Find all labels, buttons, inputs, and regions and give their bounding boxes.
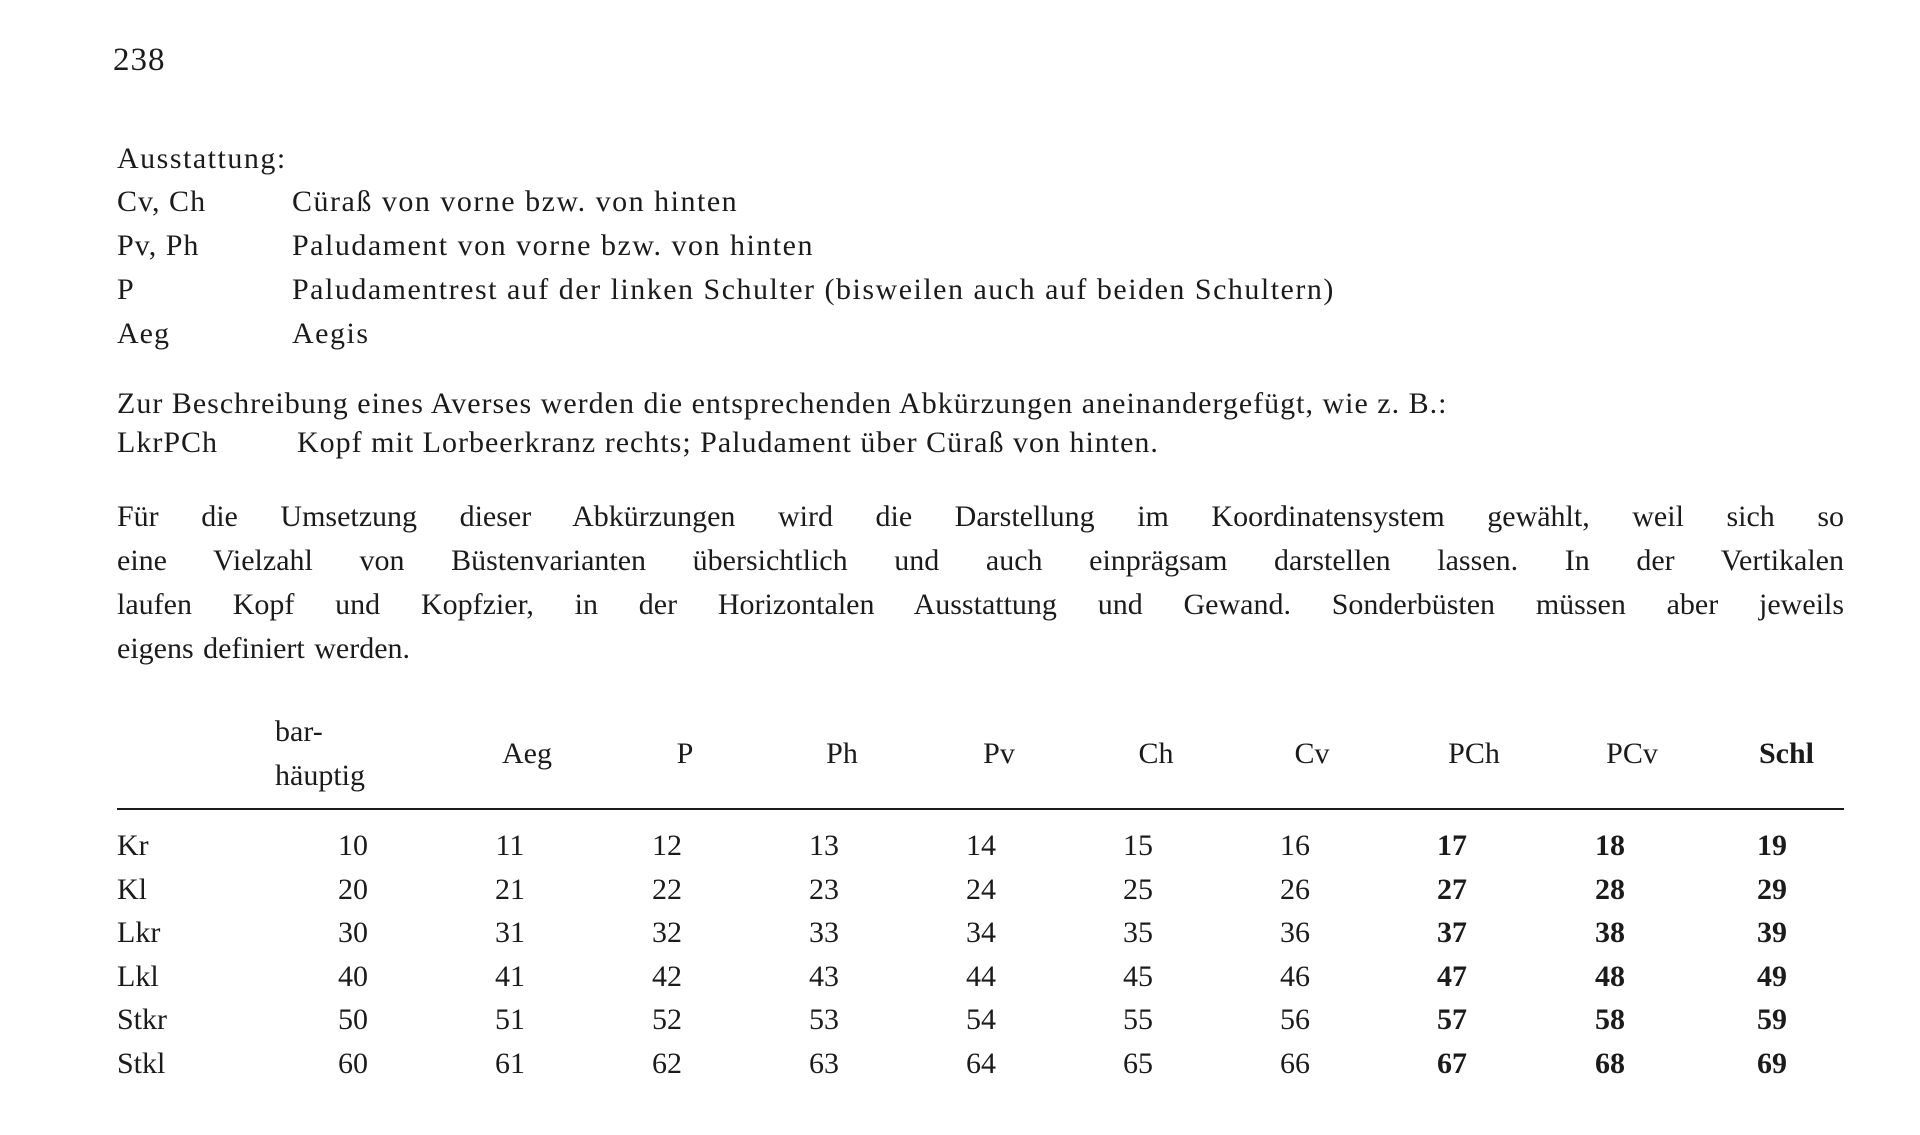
column-header: Cv (1294, 737, 1330, 770)
table-cell: 41 (495, 959, 525, 993)
table-cell: 27 (1437, 872, 1467, 906)
column-header: Pv (983, 737, 1015, 770)
table-header (117, 700, 1844, 810)
table-cell: 63 (809, 1046, 839, 1080)
table-cell: 13 (809, 829, 839, 862)
ausstattung-list (117, 185, 1817, 361)
table-cell: 68 (1595, 1046, 1625, 1080)
abbr-row (117, 273, 1817, 317)
paragraph-line: Für die Umsetzung dieser Abkürzungen wird die Darstellung im Koordinatensystem gewählt, weil sich so (117, 500, 1844, 533)
abbr-key: Cv, Ch (117, 185, 207, 218)
row-label: Stkl (117, 1046, 166, 1080)
column-header: P (676, 737, 694, 770)
abbr-desc: Cüraß von vorne bzw. von hinten (292, 185, 739, 218)
table-cell: 35 (1123, 916, 1153, 950)
table-cell: 51 (495, 1003, 525, 1037)
table-cell: 65 (1123, 1046, 1153, 1080)
table-cell: 30 (338, 916, 368, 950)
abbr-desc: Paludamentrest auf der linken Schulter (bisweilen auch auf beiden Schultern) (292, 273, 1335, 306)
table-cell: 62 (652, 1046, 682, 1080)
table-row (117, 1042, 1844, 1086)
column-header: Aeg (502, 737, 552, 770)
abbr-row (117, 317, 1817, 361)
table-cell: 12 (652, 829, 682, 862)
table-cell: 69 (1757, 1046, 1787, 1080)
paragraph-line: eigens definiert werden. (117, 632, 411, 665)
table-cell: 23 (809, 872, 839, 906)
table-cell: 22 (652, 872, 682, 906)
table-cell: 59 (1757, 1003, 1787, 1037)
table-cell: 38 (1595, 916, 1625, 950)
column-header: Ch (1138, 737, 1174, 770)
table-cell: 56 (1280, 1003, 1310, 1037)
column-header: Ph (826, 737, 858, 770)
table-cell: 24 (966, 872, 996, 906)
example-desc: Kopf mit Lorbeerkranz rechts; Paludament über Cüraß von hinten. (297, 426, 1159, 459)
table-cell: 11 (495, 829, 525, 862)
table-cell: 39 (1757, 916, 1787, 950)
table-row (117, 911, 1844, 955)
table-cell: 57 (1437, 1003, 1467, 1037)
abbr-desc: Paludament von vorne bzw. von hinten (292, 229, 814, 262)
row-label: Lkr (117, 916, 161, 950)
row-label: Kr (117, 829, 149, 862)
table-cell: 40 (338, 959, 368, 993)
table-row (117, 955, 1844, 999)
table-cell: 49 (1757, 959, 1787, 993)
column-header: Schl (1758, 737, 1815, 770)
table-cell: 34 (966, 916, 996, 950)
table-cell: 16 (1280, 829, 1310, 862)
table-cell: 25 (1123, 872, 1153, 906)
column-header: PCh (1448, 737, 1500, 770)
ausstattung-heading: Ausstattung: (117, 142, 287, 175)
column-header-line: häuptig (275, 759, 365, 792)
paragraph-line: laufen Kopf und Kopfzier, in der Horizontalen Ausstattung und Gewand. Sonderbüsten müssen aber jeweils (117, 588, 1844, 621)
row-label: Stkr (117, 1003, 168, 1037)
column-header: PCv (1606, 737, 1658, 770)
table-cell: 28 (1595, 872, 1625, 906)
table-cell: 47 (1437, 959, 1467, 993)
table-cell: 61 (495, 1046, 525, 1080)
table-cell: 21 (495, 872, 525, 906)
abbr-key: Pv, Ph (117, 229, 200, 262)
column-header-line: bar- (275, 715, 323, 748)
abbr-desc: Aegis (292, 317, 370, 350)
table-cell: 46 (1280, 959, 1310, 993)
table-cell: 67 (1437, 1046, 1467, 1080)
table-cell: 45 (1123, 959, 1153, 993)
table-cell: 15 (1123, 829, 1153, 862)
table-cell: 44 (966, 959, 996, 993)
table-cell: 66 (1280, 1046, 1310, 1080)
table-row (117, 868, 1844, 912)
abbr-key: Aeg (117, 317, 170, 350)
table-cell: 33 (809, 916, 839, 950)
table-cell: 53 (809, 1003, 839, 1037)
table-cell: 52 (652, 1003, 682, 1037)
table-cell: 29 (1757, 872, 1787, 906)
row-label: Kl (117, 872, 147, 906)
table-body (117, 824, 1844, 1086)
abbr-row (117, 229, 1817, 273)
table-cell: 17 (1437, 829, 1467, 862)
page-number: 238 (113, 42, 166, 78)
table-cell: 10 (338, 829, 368, 862)
abbr-row (117, 185, 1817, 229)
table-cell: 55 (1123, 1003, 1153, 1037)
table-cell: 19 (1757, 829, 1787, 862)
table-cell: 31 (495, 916, 525, 950)
table-cell: 64 (966, 1046, 996, 1080)
table-cell: 48 (1595, 959, 1625, 993)
bust-code-table (117, 700, 1844, 1086)
table-cell: 50 (338, 1003, 368, 1037)
example-row (117, 426, 1159, 460)
table-cell: 14 (966, 829, 996, 862)
table-cell: 42 (652, 959, 682, 993)
example-key: LkrPCh (117, 426, 219, 459)
table-cell: 58 (1595, 1003, 1625, 1037)
paragraph-line: eine Vielzahl von Büstenvarianten übersichtlich und auch einprägsam darstellen lassen. In der Vertikalen (117, 544, 1844, 577)
table-cell: 54 (966, 1003, 996, 1037)
table-cell: 43 (809, 959, 839, 993)
table-cell: 26 (1280, 872, 1310, 906)
table-cell: 37 (1437, 916, 1467, 950)
row-label: Lkl (117, 959, 159, 993)
table-cell: 36 (1280, 916, 1310, 950)
table-cell: 20 (338, 872, 368, 906)
paragraph-description: Zur Beschreibung eines Averses werden die entsprechenden Abkürzungen aneinandergefügt, wie z. B.: (117, 387, 1448, 420)
table-cell: 32 (652, 916, 682, 950)
table-cell: 60 (338, 1046, 368, 1080)
table-cell: 18 (1595, 829, 1625, 862)
paragraph-coordinate-system (117, 495, 1844, 671)
column-header-barhaeuptig (275, 700, 435, 808)
abbr-key: P (117, 273, 135, 306)
table-row (117, 824, 1844, 868)
table-row (117, 998, 1844, 1042)
